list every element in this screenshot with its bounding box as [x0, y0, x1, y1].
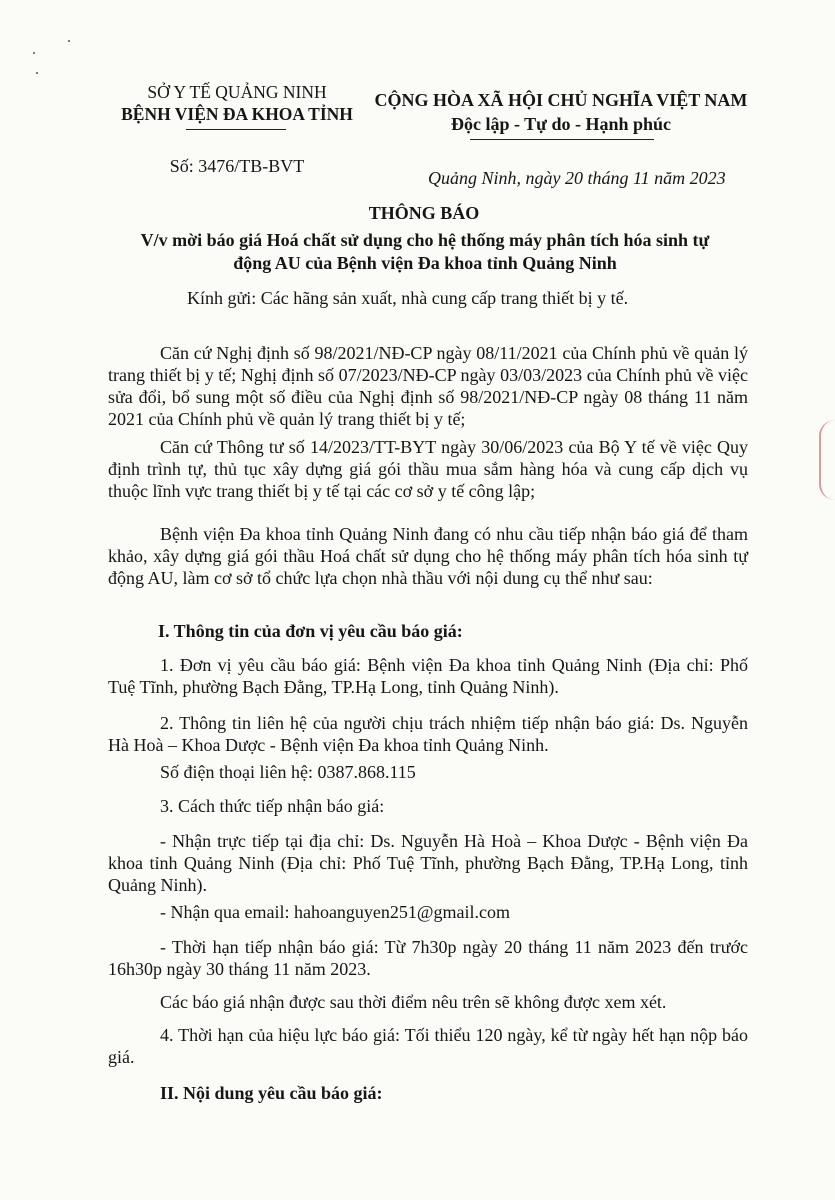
hospital-name: BỆNH VIỆN ĐA KHOA TỈNH — [121, 104, 353, 124]
place-date: Quảng Ninh, ngày 20 tháng 11 năm 2023 — [428, 168, 726, 188]
section-heading: I. Thông tin của đơn vị yêu cầu báo giá: — [158, 621, 463, 641]
motto: Độc lập - Tự do - Hạnh phúc — [450, 114, 672, 134]
receive-deadline: - Thời hạn tiếp nhận báo giá: Từ 7h30p ngày 20 tháng 11 năm 2023 đến trước 16h30p ngày 30 tháng 11 năm 2023. — [108, 937, 748, 979]
document-number: Số: 3476/TB-BVT — [169, 156, 305, 176]
info-item: 3. Cách thức tiếp nhận báo giá: — [160, 796, 385, 816]
divider — [186, 129, 286, 130]
scan-speck — [68, 40, 70, 42]
republic-title: CỘNG HÒA XÃ HỘI CHỦ NGHĨA VIỆT NAM — [374, 90, 748, 110]
basis-paragraph: Căn cứ Thông tư số 14/2023/TT-BYT ngày 30/06/2023 của Bộ Y tế về việc Quy định trình tự, thủ tục xây dựng giá gói thầu mua sắm hàng hóa và cung cấp dịch vụ thuộc lĩnh vực trang thiết bị y tế tại các cơ sở y tế công lập; — [108, 437, 748, 501]
section-heading: II. Nội dung yêu cầu báo giá: — [160, 1083, 383, 1103]
recipient: Kính gửi: Các hãng sản xuất, nhà cung cấp trang thiết bị y tế. — [187, 288, 629, 308]
document-title: THÔNG BÁO — [368, 203, 480, 223]
scan-speck — [36, 72, 38, 74]
receive-note: Các báo giá nhận được sau thời điểm nêu trên sẽ không được xem xét. — [160, 992, 667, 1012]
purpose-paragraph: Bệnh viện Đa khoa tỉnh Quảng Ninh đang có nhu cầu tiếp nhận báo giá để tham khảo, xây dựng giá gói thầu Hoá chất sử dụng cho hệ thống máy phân tích hóa sinh tự động AU, làm cơ sở tổ chức lựa chọn nhà thầu với nội dung cụ thể như sau: — [108, 524, 748, 588]
divider — [470, 139, 654, 140]
subject-line: V/v mời báo giá Hoá chất sử dụng cho hệ thống máy phân tích hóa sinh tự — [140, 230, 710, 250]
basis-paragraph: Căn cứ Nghị định số 98/2021/NĐ-CP ngày 08/11/2021 của Chính phủ về quản lý trang thiết bị y tế; Nghị định số 07/2023/NĐ-CP ngày 03/03/2023 của Chính phủ về việc sửa đổi, bổ sung một số điều của Nghị định số 98/2021/NĐ-CP ngày 08 tháng 11 năm 2021 của Chính phủ về quản lý trang thiết bị y tế; — [108, 343, 748, 429]
info-item: 2. Thông tin liên hệ của người chịu trách nhiệm tiếp nhận báo giá: Ds. Nguyễn Hà Hoà – Khoa Dược - Bệnh viện Đa khoa tỉnh Quảng Ninh. — [108, 713, 748, 755]
ministry-name: SỞ Y TẾ QUẢNG NINH — [147, 82, 327, 102]
validity-item: 4. Thời hạn của hiệu lực báo giá: Tối thiểu 120 ngày, kể từ ngày hết hạn nộp báo giá. — [108, 1025, 748, 1067]
receive-direct: - Nhận trực tiếp tại địa chỉ: Ds. Nguyễn Hà Hoà – Khoa Dược - Bệnh viện Đa khoa tỉnh Quảng Ninh (Địa chỉ: Phố Tuệ Tĩnh, phường Bạch Đằng, TP.Hạ Long, tỉnh Quảng Ninh). — [108, 831, 748, 895]
info-item: 1. Đơn vị yêu cầu báo giá: Bệnh viện Đa khoa tỉnh Quảng Ninh (Địa chỉ: Phố Tuệ Tĩnh, phường Bạch Đằng, TP.Hạ Long, tỉnh Quảng Ninh). — [108, 655, 748, 697]
phone-line: Số điện thoại liên hệ: 0387.868.115 — [160, 762, 416, 782]
stamp-fragment — [819, 420, 835, 500]
receive-email: - Nhận qua email: hahoanguyen251@gmail.com — [160, 902, 510, 922]
scan-speck — [33, 52, 35, 54]
subject-line: động AU của Bệnh viện Đa khoa tỉnh Quảng Ninh — [233, 253, 617, 273]
